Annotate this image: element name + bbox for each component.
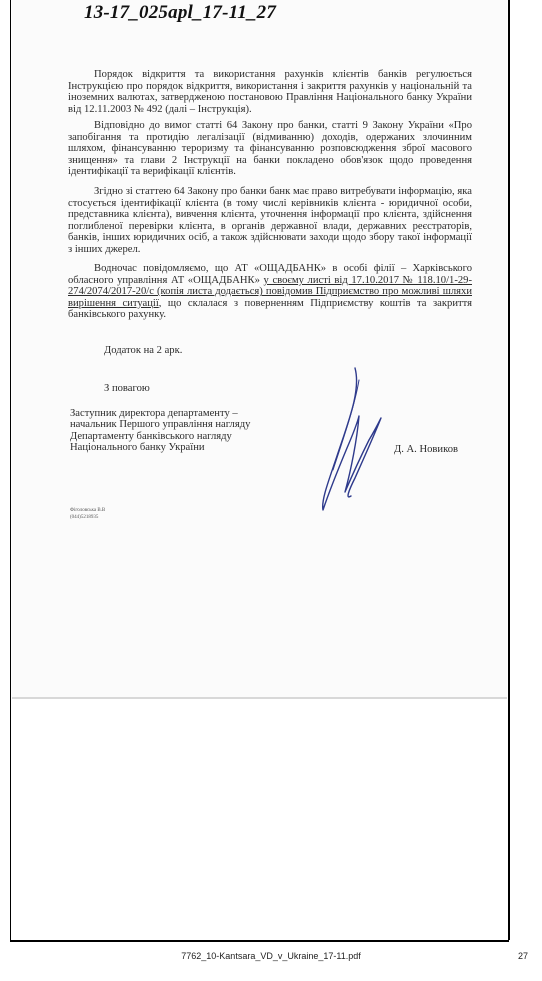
paragraph-4-end: , що склалася з поверненням Підприємству коштів та закриття банківського рахунку. [68,297,472,321]
signatory-position [70,408,250,454]
paragraph-4-start: Водночас повідомляємо, що АТ «ОЩАДБАНК» в особі філії – Харківського обласного управління АТ «ОЩАДБАНК» [68,263,472,286]
executor-info [70,507,105,521]
signatory-line-3: Департаменту банківського нагляду [70,430,232,442]
executor-name: Фіголовська В.В [70,508,106,513]
signer-name: Д. А. Новиков [394,444,458,455]
footer-page-number: 27 [517,951,528,961]
footer-filename: 7762_10-Kantsara_VD_v_Ukraine_17-11.pdf [181,951,361,961]
signatory-line-2: начальник Першого управління нагляду [70,419,251,431]
page-border-left [10,0,11,940]
appendix-note: Додаток на 2 арк. [104,345,183,356]
paragraph-1: Порядок відкриття та використання рахунків клієнтів банків регулюється Інструкцією про порядок відкриття, використання і закриття рахунків у національній та іноземних валютах, затвердженою постановою Правління Національного банку України від 12.11.2003 № 492 (далі – Інструкція). [68,69,472,115]
signatory-line-4: Національного банку України [70,442,205,454]
page-border-bottom [10,940,509,942]
signatory-line-1: Заступник директора департаменту – [70,408,238,419]
paragraph-3: Згідно зі статтею 64 Закону про банки банк має право витребувати інформацію, яка стосується ідентифікації клієнта (в тому числі керівників клієнта - юридичної особи, представника клієнта), вивчення клієнта, уточнення інформації про клієнта, здійснення поглибленої перевірки клієнта, в органів державної влади, державних реєстраторів, банків, інших юридичних осіб, а також здійснювати заходи щодо збору такої інформації з інших джерел. [68,186,472,255]
executor-phone: (044)5218935 [70,515,99,520]
paragraph-4-underlined: у своєму листі від 17.10.2017 № 118.10/1-29-274/2074/2017-20/с (копія листа додається) повідомив Підприємство про можливі шляхи вирішення ситуації [68,274,472,309]
paragraph-4 [68,263,472,321]
closing-regards: З повагою [104,383,150,394]
page-border-right [508,0,510,940]
handwritten-signature [315,360,395,520]
scan-edge [12,697,507,699]
paragraph-2: Відповідно до вимог статті 64 Закону про банки, статті 9 Закону України «Про запобігання та протидію легалізації (відмиванню) доходів, одержаних злочинним шляхом, фінансуванню тероризму та фінансуванню розповсюдження зброї масового знищення» та глави 2 Інструкції на банки покладено обов'язок щодо проведення ідентифікації та верифікації клієнтів. [68,120,472,178]
document-reference: 13-17_025apl_17-11_27 [84,2,277,23]
